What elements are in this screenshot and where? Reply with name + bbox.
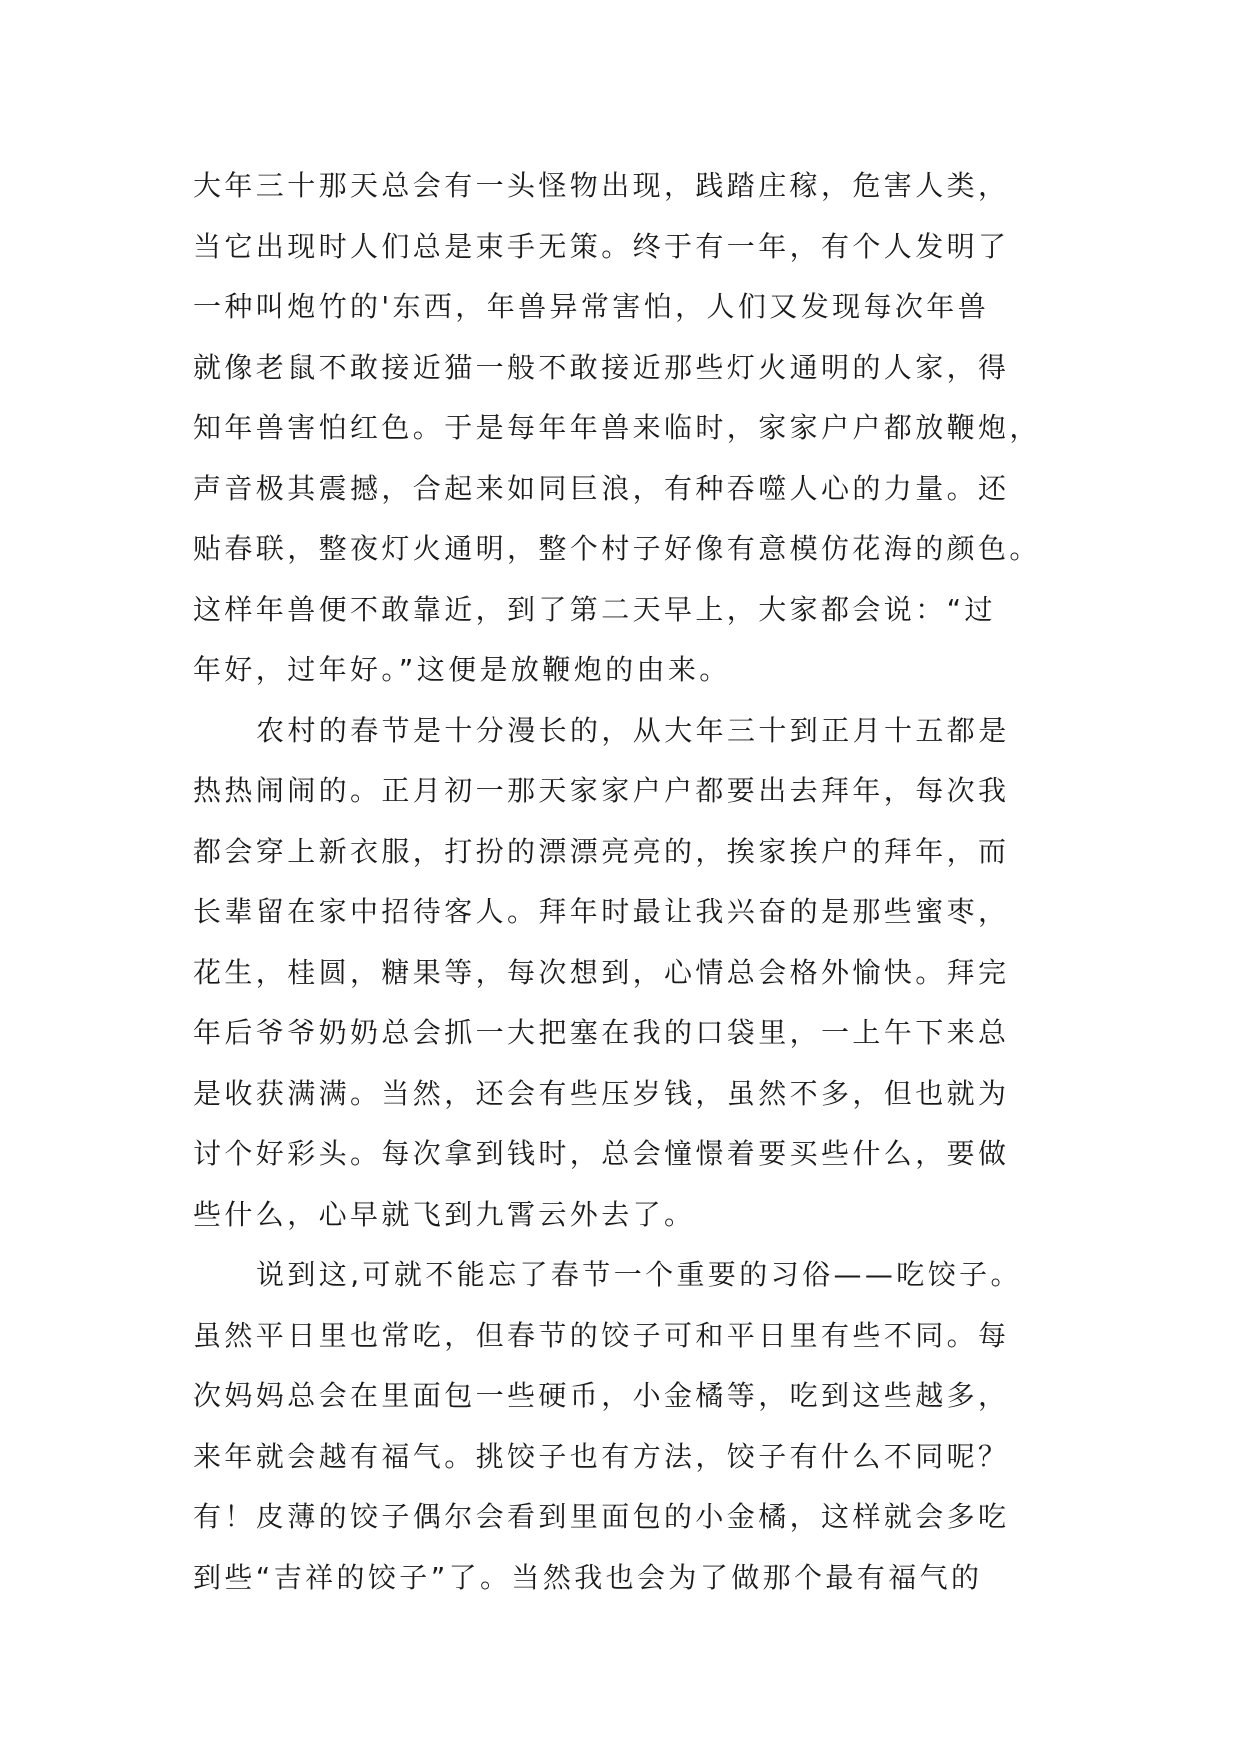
text-line: 就像老鼠不敢接近猫一般不敢接近那些灯火通明的人家，得 — [193, 350, 1010, 384]
text-line: 来年就会越有福气。挑饺子也有方法，饺子有什么不同呢？ — [193, 1439, 1010, 1473]
paragraph-first-line: 说到这,可就不能忘了春节一个重要的习俗——吃饺子。 — [256, 1258, 1022, 1291]
text-line: 讨个好彩头。每次拿到钱时，总会憧憬着要买些什么，要做 — [193, 1137, 1010, 1170]
text-line: 知年兽害怕红色。于是每年年兽来临时，家家户户都放鞭炮， — [193, 411, 1041, 444]
paragraph-first-line: 农村的春节是十分漫长的，从大年三十到正月十五都是 — [256, 713, 1010, 747]
text-line: 到些“吉祥的饺子”了。当然我也会为了做那个最有福气的 — [193, 1560, 983, 1594]
text-line: 年后爷爷奶奶总会抓一大把塞在我的口袋里，一上午下来总 — [193, 1016, 1010, 1049]
text-line: 年好，过年好。”这便是放鞭炮的由来。 — [193, 653, 731, 686]
text-line: 有！皮薄的饺子偶尔会看到里面包的小金橘，这样就会多吃 — [193, 1500, 1010, 1533]
text-line: 长辈留在家中招待客人。拜年时最让我兴奋的是那些蜜枣， — [193, 895, 1010, 928]
text-line: 花生，桂圆，糖果等，每次想到，心情总会格外愉快。拜完 — [193, 955, 1010, 989]
text-line: 贴春联，整夜灯火通明，整个村子好像有意模仿花海的颜色。 — [193, 532, 1041, 565]
body-text — [193, 156, 1073, 1608]
text-line: 虽然平日里也常吃，但春节的饺子可和平日里有些不同。每 — [193, 1318, 1010, 1352]
text-line: 是收获满满。当然，还会有些压岁钱，虽然不多，但也就为 — [193, 1076, 1010, 1110]
text-line: 一种叫炮竹的'东西，年兽异常害怕，人们又发现每次年兽 — [193, 290, 990, 323]
text-line: 这样年兽便不敢靠近，到了第二天早上，大家都会说：“过 — [193, 592, 996, 626]
text-line: 声音极其震撼，合起来如同巨浪，有种吞噬人心的力量。还 — [193, 471, 1010, 505]
text-line: 都会穿上新衣服，打扮的漂漂亮亮的，挨家挨户的拜年，而 — [193, 834, 1010, 868]
text-line: 次妈妈总会在里面包一些硬币，小金橘等，吃到这些越多， — [193, 1379, 1010, 1412]
text-line: 大年三十那天总会有一头怪物出现，践踏庄稼，危害人类， — [193, 169, 1010, 202]
text-line: 些什么，心早就飞到九霄云外去了。 — [193, 1197, 696, 1231]
text-line: 热热闹闹的。正月初一那天家家户户都要出去拜年，每次我 — [193, 774, 1010, 807]
text-line: 当它出现时人们总是束手无策。终于有一年，有个人发明了 — [193, 229, 1010, 263]
